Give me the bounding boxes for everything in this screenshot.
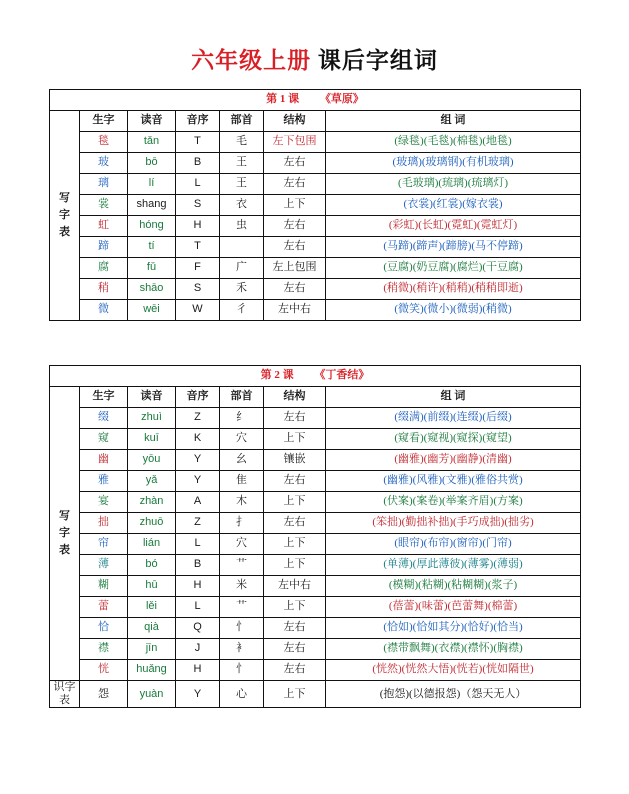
table-row [50,618,581,639]
cell-structure: 左右 [264,279,326,300]
cell-initial: L [176,534,220,555]
lesson-number: 第 1 课 [266,93,300,106]
cell-char: 裳 [80,195,128,216]
cell-radical: 忄 [220,618,264,639]
cell-radical: 艹 [220,555,264,576]
cell-words: (绿毯)(毛毯)(棉毯)(地毯) [326,132,581,153]
cell-char: 毯 [80,132,128,153]
cell-radical: 王 [220,174,264,195]
page-title-subject: 课后字组词 [317,48,438,73]
cell-initial: B [176,153,220,174]
table-row [50,597,581,618]
table-row [50,576,581,597]
table-row [50,639,581,660]
cell-pinyin: bō [128,153,176,174]
cell-initial: Z [176,408,220,429]
cell-initial: B [176,555,220,576]
table-row [50,174,581,195]
cell-structure: 左下包围 [264,132,326,153]
cell-char: 玻 [80,153,128,174]
cell-structure: 上下 [264,195,326,216]
column-header-words: 组 词 [326,111,581,132]
cell-initial: H [176,660,220,681]
cell-words: (眼帘)(布帘)(窗帘)(门帘) [326,534,581,555]
cell-pinyin: zhuō [128,513,176,534]
table-row [50,153,581,174]
cell-pinyin: kuī [128,429,176,450]
cell-structure: 上下 [264,492,326,513]
cell-pinyin: zhàn [128,492,176,513]
lesson-block-1 [49,89,580,321]
column-header-structure: 结构 [264,387,326,408]
cell-structure: 左右 [264,174,326,195]
cell-pinyin: hóng [128,216,176,237]
lesson-name: 《草原》 [319,93,364,106]
cell-pinyin: zhuì [128,408,176,429]
cell-initial: S [176,195,220,216]
cell-char: 怨 [80,681,128,708]
cell-radical: 广 [220,258,264,279]
section-label-writing-1 [50,111,80,321]
cell-words: (缀满)(前缀)(连缀)(后缀) [326,408,581,429]
section-label-identify: 识字表 [50,681,80,708]
table-row-identify [50,681,581,708]
cell-words: (稍微)(稍许)(稍稍)(稍稍即逝) [326,279,581,300]
table-row [50,471,581,492]
cell-pinyin: lěi [128,597,176,618]
cell-initial: Y [176,450,220,471]
column-header-words: 组 词 [326,387,581,408]
cell-pinyin: shāo [128,279,176,300]
cell-char: 帘 [80,534,128,555]
table-row [50,492,581,513]
column-header-radical: 部首 [220,111,264,132]
cell-pinyin: lián [128,534,176,555]
section-label-char-1: 写 [59,509,70,522]
cell-words: (笨拙)(勤拙补拙)(手巧成拙)(拙劣) [326,513,581,534]
cell-structure: 上下 [264,681,326,708]
lesson-header-2 [50,366,581,387]
cell-words: (抱怨)(以德报怨)（怨天无人） [326,681,581,708]
table-row [50,132,581,153]
page-title-grade: 六年级上册 [191,48,312,73]
cell-char: 宴 [80,492,128,513]
section-label-char-3: 表 [59,544,70,557]
cell-pinyin: yǎ [128,471,176,492]
lesson-name: 《丁香结》 [314,369,370,382]
cell-char: 糊 [80,576,128,597]
cell-structure: 上下 [264,534,326,555]
cell-radical: 穴 [220,534,264,555]
cell-radical: 衤 [220,639,264,660]
cell-char: 窥 [80,429,128,450]
cell-words: (豆腐)(奶豆腐)(腐烂)(干豆腐) [326,258,581,279]
cell-char: 稍 [80,279,128,300]
cell-initial: F [176,258,220,279]
cell-radical: 忄 [220,660,264,681]
cell-initial: K [176,429,220,450]
cell-pinyin: shang [128,195,176,216]
table-row [50,195,581,216]
cell-pinyin: tǎn [128,132,176,153]
cell-words: (马蹄)(蹄声)(蹄膀)(马不停蹄) [326,237,581,258]
cell-char: 襟 [80,639,128,660]
cell-pinyin: lí [128,174,176,195]
cell-radical [220,237,264,258]
column-header-char: 生字 [80,111,128,132]
cell-char: 幽 [80,450,128,471]
cell-radical: 纟 [220,408,264,429]
cell-radical: 艹 [220,597,264,618]
column-header-char: 生字 [80,387,128,408]
cell-pinyin: huǎng [128,660,176,681]
cell-structure: 左右 [264,216,326,237]
cell-words: (幽雅)(幽芳)(幽静)(清幽) [326,450,581,471]
cell-char: 缀 [80,408,128,429]
cell-initial: Y [176,681,220,708]
cell-radical: 衣 [220,195,264,216]
table-row [50,450,581,471]
table-row [50,300,581,321]
cell-words: (恰如)(恰如其分)(恰好)(恰当) [326,618,581,639]
lesson-table-1 [49,89,581,321]
cell-char: 微 [80,300,128,321]
cell-structure: 镶嵌 [264,450,326,471]
cell-pinyin: wēi [128,300,176,321]
cell-structure: 上下 [264,555,326,576]
cell-words: (恍然)(恍然大悟)(恍若)(恍如隔世) [326,660,581,681]
cell-words: (玻璃)(玻璃钢)(有机玻璃) [326,153,581,174]
cell-radical: 彳 [220,300,264,321]
cell-words: (幽雅)(风雅)(文雅)(雅俗共赏) [326,471,581,492]
cell-initial: H [176,216,220,237]
cell-pinyin: yuàn [128,681,176,708]
cell-structure: 左右 [264,513,326,534]
cell-initial: H [176,576,220,597]
cell-char: 腐 [80,258,128,279]
cell-words: (窥看)(窥视)(窥探)(窥望) [326,429,581,450]
cell-pinyin: qià [128,618,176,639]
cell-structure: 左右 [264,639,326,660]
section-label-writing-2 [50,387,80,681]
table-row [50,258,581,279]
table-row [50,279,581,300]
lesson-table-2 [49,365,581,708]
cell-char: 雅 [80,471,128,492]
cell-initial: A [176,492,220,513]
cell-structure: 左右 [264,471,326,492]
page-title [0,42,629,75]
cell-radical: 毛 [220,132,264,153]
cell-pinyin: hū [128,576,176,597]
cell-pinyin: jīn [128,639,176,660]
cell-words: (衣裳)(红裳)(嫁衣裳) [326,195,581,216]
cell-pinyin: fǔ [128,258,176,279]
cell-structure: 左右 [264,660,326,681]
cell-initial: W [176,300,220,321]
cell-structure: 左右 [264,153,326,174]
column-header-pinyin: 读音 [128,387,176,408]
cell-char: 璃 [80,174,128,195]
cell-structure: 左右 [264,618,326,639]
cell-structure: 左右 [264,237,326,258]
lesson-number: 第 2 课 [260,369,294,382]
cell-words: (襟带飘舞)(衣襟)(襟怀)(胸襟) [326,639,581,660]
cell-radical: 米 [220,576,264,597]
column-header-initial: 音序 [176,387,220,408]
cell-radical: 穴 [220,429,264,450]
cell-structure: 上下 [264,597,326,618]
section-label-char-2: 字 [59,208,70,221]
cell-words: (蓓蕾)(味蕾)(芭蕾舞)(棉蕾) [326,597,581,618]
cell-initial: L [176,597,220,618]
cell-char: 薄 [80,555,128,576]
cell-pinyin: tí [128,237,176,258]
table-row [50,408,581,429]
column-header-structure: 结构 [264,111,326,132]
lesson-header-1 [50,90,581,111]
section-label-char-1: 写 [59,191,70,204]
table-row [50,555,581,576]
cell-structure: 左上包围 [264,258,326,279]
cell-words: (模糊)(粘糊)(粘糊糊)(浆子) [326,576,581,597]
cell-words: (彩虹)(长虹)(霓虹)(霓虹灯) [326,216,581,237]
table-row [50,216,581,237]
table-row [50,660,581,681]
column-header-radical: 部首 [220,387,264,408]
cell-initial: Y [176,471,220,492]
cell-radical: 禾 [220,279,264,300]
section-label-char-3: 表 [59,226,70,239]
cell-char: 蹄 [80,237,128,258]
column-header-initial: 音序 [176,111,220,132]
cell-initial: Q [176,618,220,639]
cell-structure: 左右 [264,408,326,429]
cell-structure: 上下 [264,429,326,450]
table-row [50,513,581,534]
cell-structure: 左中右 [264,300,326,321]
table-row [50,237,581,258]
cell-initial: J [176,639,220,660]
worksheet-page [0,42,629,794]
cell-char: 虹 [80,216,128,237]
lesson-block-2 [49,365,580,708]
cell-char: 蕾 [80,597,128,618]
cell-initial: Z [176,513,220,534]
cell-words: (伏案)(案卷)(举案齐眉)(方案) [326,492,581,513]
cell-pinyin: bó [128,555,176,576]
table-row [50,534,581,555]
cell-initial: T [176,132,220,153]
cell-char: 恍 [80,660,128,681]
cell-words: (微笑)(微小)(微弱)(稍微) [326,300,581,321]
cell-radical: 心 [220,681,264,708]
cell-char: 拙 [80,513,128,534]
column-header-pinyin: 读音 [128,111,176,132]
cell-words: (单薄)(厚此薄彼)(薄雾)(薄弱) [326,555,581,576]
table-row [50,429,581,450]
cell-radical: 隹 [220,471,264,492]
cell-char: 恰 [80,618,128,639]
cell-words: (毛玻璃)(琉璃)(琉璃灯) [326,174,581,195]
cell-structure: 左中右 [264,576,326,597]
cell-radical: 木 [220,492,264,513]
cell-radical: 王 [220,153,264,174]
section-label-char-2: 字 [59,526,70,539]
cell-pinyin: yōu [128,450,176,471]
cell-radical: 虫 [220,216,264,237]
cell-radical: 幺 [220,450,264,471]
cell-initial: T [176,237,220,258]
cell-initial: L [176,174,220,195]
cell-initial: S [176,279,220,300]
cell-radical: 扌 [220,513,264,534]
